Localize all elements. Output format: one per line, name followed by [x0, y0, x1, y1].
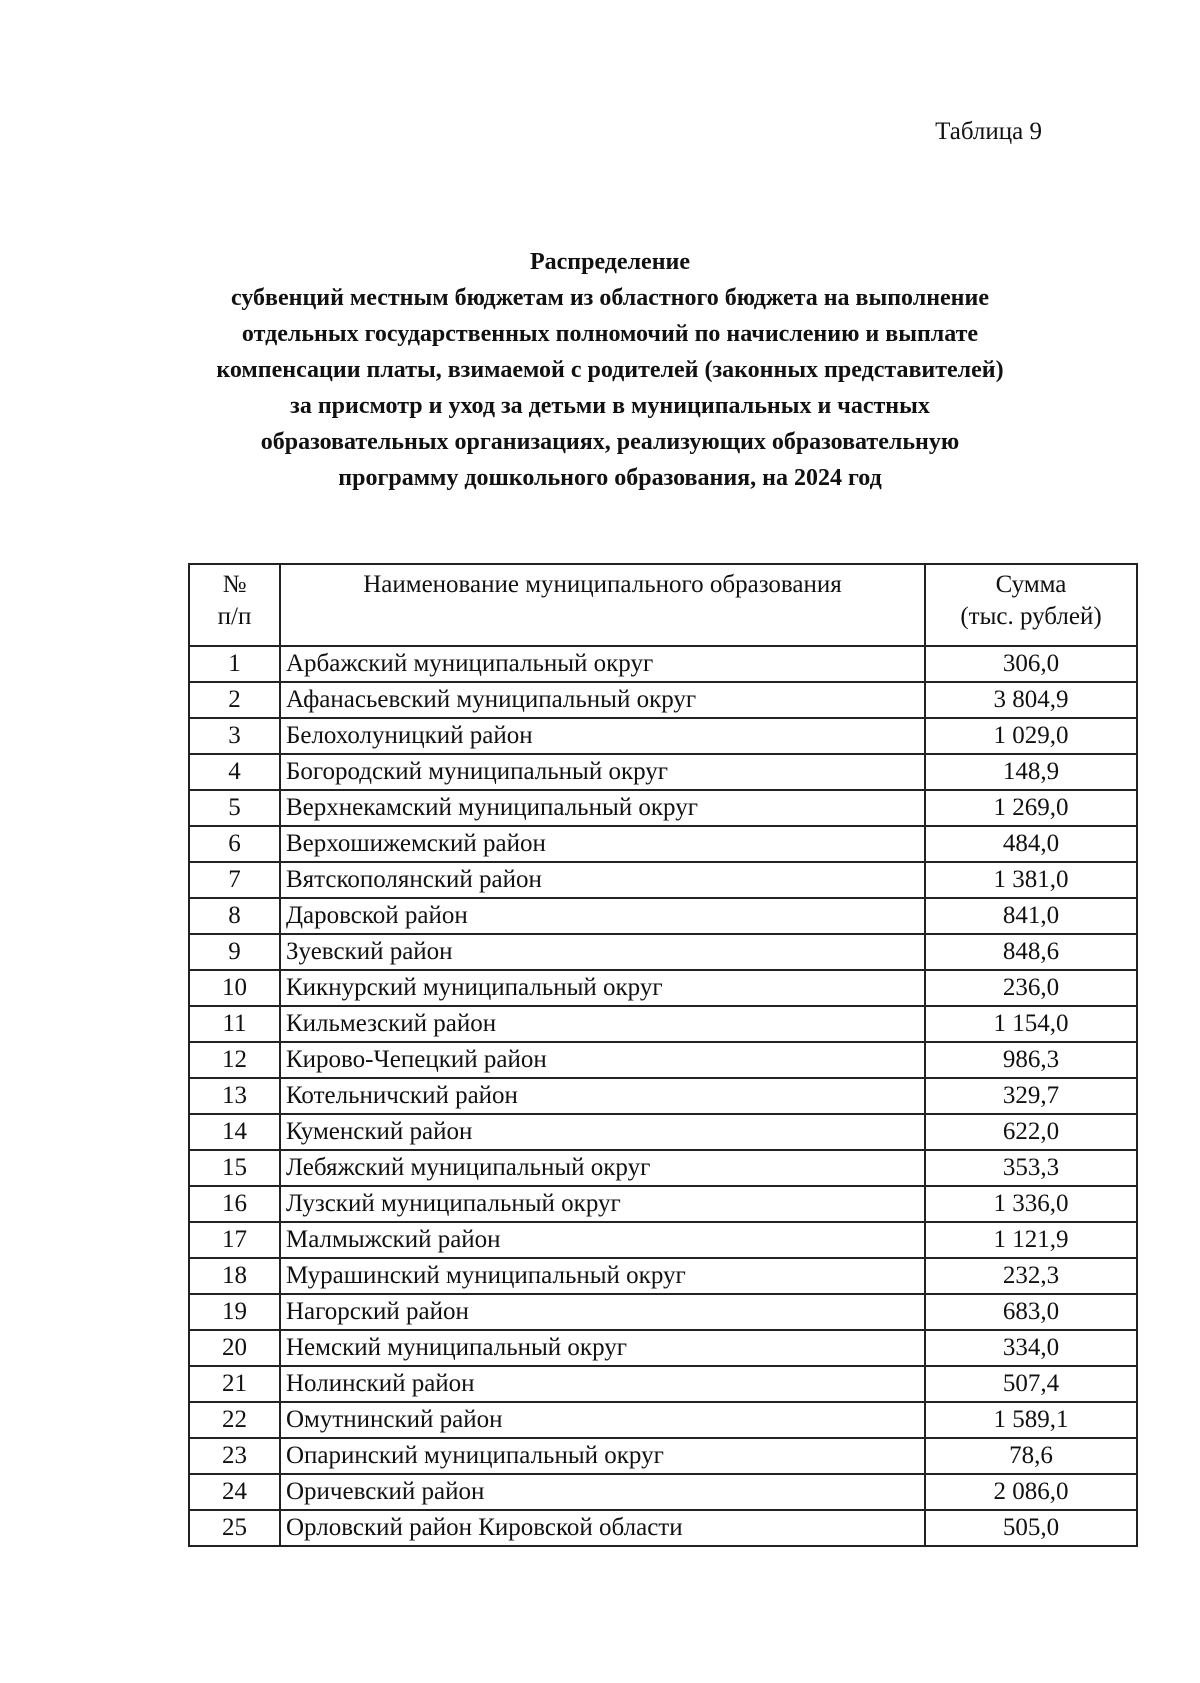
title-line: за присмотр и уход за детьми в муниципальных и частных — [290, 393, 930, 419]
amount-cell: 507,4 — [925, 1366, 1137, 1402]
row-number-cell: 5 — [189, 790, 280, 826]
row-number-cell: 1 — [189, 646, 280, 682]
table-row — [189, 1366, 1137, 1402]
table-row — [189, 1258, 1137, 1294]
row-number-cell: 24 — [189, 1474, 280, 1510]
table-body — [189, 646, 1137, 1546]
row-number-cell: 20 — [189, 1330, 280, 1366]
municipality-name-cell: Вятскополянский район — [280, 862, 925, 898]
subvention-table — [188, 563, 1138, 1547]
row-number-cell: 22 — [189, 1402, 280, 1438]
row-number-cell: 12 — [189, 1042, 280, 1078]
amount-cell: 2 086,0 — [925, 1474, 1137, 1510]
row-number-cell: 13 — [189, 1078, 280, 1114]
table-row — [189, 1222, 1137, 1258]
amount-cell: 306,0 — [925, 646, 1137, 682]
municipality-name-cell: Даровской район — [280, 898, 925, 934]
municipality-name-cell: Нолинский район — [280, 1366, 925, 1402]
table-row — [189, 826, 1137, 862]
row-number-cell: 11 — [189, 1006, 280, 1042]
document-title — [150, 244, 1070, 496]
amount-cell: 622,0 — [925, 1114, 1137, 1150]
row-number-cell: 18 — [189, 1258, 280, 1294]
table-row — [189, 1510, 1137, 1546]
amount-cell: 484,0 — [925, 826, 1137, 862]
amount-cell: 148,9 — [925, 754, 1137, 790]
municipality-name-cell: Зуевский район — [280, 934, 925, 970]
title-line: образовательных организациях, реализующих образовательную — [260, 429, 960, 455]
amount-cell: 1 029,0 — [925, 718, 1137, 754]
header-number-line1: № — [222, 571, 247, 598]
table-row — [189, 1474, 1137, 1510]
header-sum-line1: Сумма — [995, 571, 1067, 598]
table-row — [189, 1186, 1137, 1222]
header-name: Наименование муниципального образования — [280, 564, 925, 646]
amount-cell: 329,7 — [925, 1078, 1137, 1114]
table-row — [189, 1330, 1137, 1366]
row-number-cell: 25 — [189, 1510, 280, 1546]
amount-cell: 232,3 — [925, 1258, 1137, 1294]
municipality-name-cell: Верхошижемский район — [280, 826, 925, 862]
municipality-name-cell: Куменский район — [280, 1114, 925, 1150]
table-header-row — [189, 564, 1137, 646]
table-number-label: Таблица 9 — [935, 118, 1042, 145]
table-row — [189, 898, 1137, 934]
row-number-cell: 2 — [189, 682, 280, 718]
row-number-cell: 21 — [189, 1366, 280, 1402]
amount-cell: 1 336,0 — [925, 1186, 1137, 1222]
row-number-cell: 7 — [189, 862, 280, 898]
amount-cell: 78,6 — [925, 1438, 1137, 1474]
table-row — [189, 970, 1137, 1006]
amount-cell: 334,0 — [925, 1330, 1137, 1366]
table-row — [189, 1006, 1137, 1042]
table-row — [189, 1078, 1137, 1114]
header-number — [189, 564, 280, 646]
table-row — [189, 682, 1137, 718]
amount-cell: 1 589,1 — [925, 1402, 1137, 1438]
table-row — [189, 1042, 1137, 1078]
municipality-name-cell: Арбажский муниципальный округ — [280, 646, 925, 682]
amount-cell: 986,3 — [925, 1042, 1137, 1078]
title-line: отдельных государственных полномочий по начислению и выплате — [241, 321, 979, 347]
municipality-name-cell: Верхнекамский муниципальный округ — [280, 790, 925, 826]
amount-cell: 841,0 — [925, 898, 1137, 934]
table-row — [189, 718, 1137, 754]
table-row — [189, 1114, 1137, 1150]
table-row — [189, 790, 1137, 826]
amount-cell: 3 804,9 — [925, 682, 1137, 718]
municipality-name-cell: Лузский муниципальный округ — [280, 1186, 925, 1222]
title-line: программу дошкольного образования, на 2024 год — [338, 465, 882, 491]
row-number-cell: 9 — [189, 934, 280, 970]
row-number-cell: 15 — [189, 1150, 280, 1186]
table-row — [189, 1150, 1137, 1186]
amount-cell: 505,0 — [925, 1510, 1137, 1546]
row-number-cell: 23 — [189, 1438, 280, 1474]
municipality-name-cell: Оричевский район — [280, 1474, 925, 1510]
amount-cell: 1 154,0 — [925, 1006, 1137, 1042]
municipality-name-cell: Богородский муниципальный округ — [280, 754, 925, 790]
table-row — [189, 754, 1137, 790]
amount-cell: 1 381,0 — [925, 862, 1137, 898]
row-number-cell: 17 — [189, 1222, 280, 1258]
table-row — [189, 934, 1137, 970]
municipality-name-cell: Кикнурский муниципальный округ — [280, 970, 925, 1006]
row-number-cell: 4 — [189, 754, 280, 790]
header-number-line2: п/п — [217, 603, 252, 630]
municipality-name-cell: Нагорский район — [280, 1294, 925, 1330]
municipality-name-cell: Опаринский муниципальный округ — [280, 1438, 925, 1474]
municipality-name-cell: Немский муниципальный округ — [280, 1330, 925, 1366]
municipality-name-cell: Лебяжский муниципальный округ — [280, 1150, 925, 1186]
municipality-name-cell: Орловский район Кировской области — [280, 1510, 925, 1546]
row-number-cell: 6 — [189, 826, 280, 862]
table-row — [189, 646, 1137, 682]
row-number-cell: 16 — [189, 1186, 280, 1222]
municipality-name-cell: Кильмезский район — [280, 1006, 925, 1042]
title-line: Распределение — [529, 249, 691, 275]
municipality-name-cell: Афанасьевский муниципальный округ — [280, 682, 925, 718]
title-line: субвенций местным бюджетам из областного бюджета на выполнение — [230, 285, 989, 311]
header-sum — [925, 564, 1137, 646]
amount-cell: 848,6 — [925, 934, 1137, 970]
table-row — [189, 1438, 1137, 1474]
municipality-name-cell: Котельничский район — [280, 1078, 925, 1114]
table-row — [189, 1294, 1137, 1330]
header-sum-line2: (тыс. рублей) — [960, 603, 1102, 630]
table-row — [189, 862, 1137, 898]
title-line: компенсации платы, взимаемой с родителей (законных представителей) — [216, 357, 1004, 383]
amount-cell: 1 269,0 — [925, 790, 1137, 826]
amount-cell: 683,0 — [925, 1294, 1137, 1330]
row-number-cell: 10 — [189, 970, 280, 1006]
row-number-cell: 14 — [189, 1114, 280, 1150]
row-number-cell: 19 — [189, 1294, 280, 1330]
row-number-cell: 3 — [189, 718, 280, 754]
municipality-name-cell: Малмыжский район — [280, 1222, 925, 1258]
amount-cell: 353,3 — [925, 1150, 1137, 1186]
municipality-name-cell: Мурашинский муниципальный округ — [280, 1258, 925, 1294]
table-row — [189, 1402, 1137, 1438]
amount-cell: 1 121,9 — [925, 1222, 1137, 1258]
municipality-name-cell: Белохолуницкий район — [280, 718, 925, 754]
amount-cell: 236,0 — [925, 970, 1137, 1006]
row-number-cell: 8 — [189, 898, 280, 934]
municipality-name-cell: Кирово-Чепецкий район — [280, 1042, 925, 1078]
municipality-name-cell: Омутнинский район — [280, 1402, 925, 1438]
